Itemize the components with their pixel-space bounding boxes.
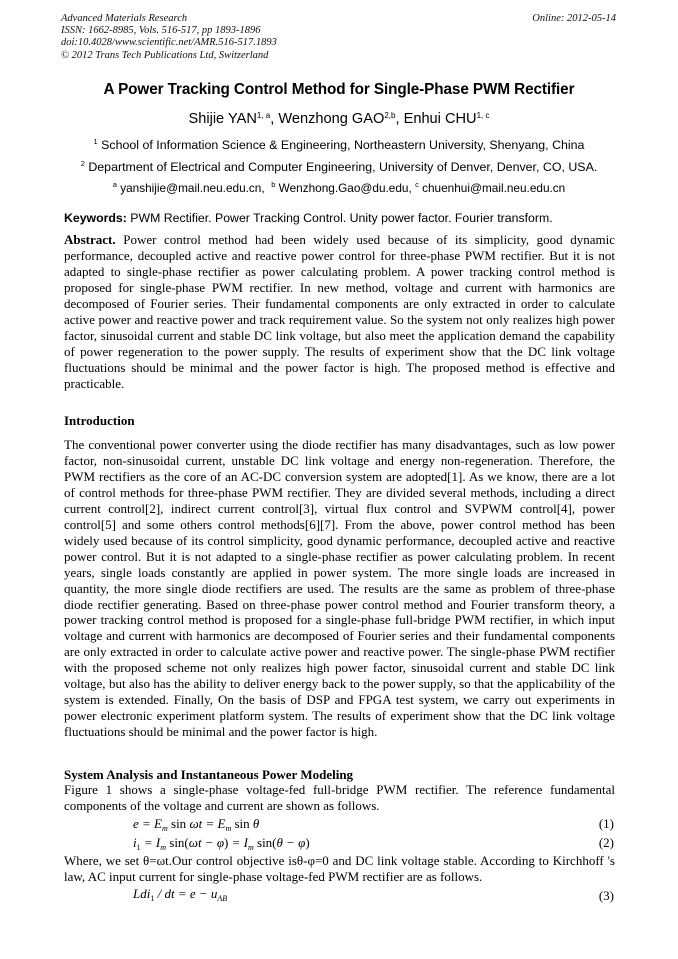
- author-name: Shijie YAN: [188, 111, 257, 127]
- author-name: Wenzhong GAO: [278, 111, 385, 127]
- affiliation-text: Department of Electrical and Computer Engineering, University of Denver, Denver, CO, USA.: [88, 160, 598, 174]
- affiliation-1: [0, 138, 678, 152]
- keywords-text: PWM Rectifier. Power Tracking Control. Unity power factor. Fourier transform.: [130, 211, 553, 225]
- author-list: Shijie YAN$^{1, a}$, Wenzhong GAO$^{2,b}$, Enhui CHU$^{1, c}$: [188, 111, 490, 127]
- equation-2: $i_1 = I_m$ $\sin(\omega t - \varphi) = I_m$ sin(θ − φ): [133, 835, 310, 852]
- affiliation-sup: 1: [93, 137, 98, 146]
- author-sup: 2,b: [384, 111, 396, 120]
- email-link[interactable]: chuenhui@mail.neu.edu.cn: [422, 181, 566, 195]
- abstract-text: Power control method had been widely used because of its simplicity, good dynamic performance, decoupled active and reactive power control for three-phase PWM rectifier. But it is not adapted to single-phase rectifier as power calculating problem. A power tracking control method is proposed for single-phase PWM rectifier. In new method, voltage and current with harmonics are decomposed of Fourier series. Their fundamental components are only extracted in order to calculate active power and reactive power and track requirement value. So the system not only realizes high power factor, sinusoidal current and stable DC link voltage, but also meet the application demand the capability of power regeneration to the power supply. The results of experiment show that the DC link voltage fluctuations should be minimal and the power factor is high. The proposed method is effective and practicable.: [64, 232, 616, 391]
- email-list: [0, 181, 678, 195]
- email-link[interactable]: Wenzhong.Gao@du.edu,: [278, 181, 412, 195]
- online-date: Online: 2012-05-14: [532, 13, 616, 24]
- section2-paragraph-1: Figure 1 shows a single-phase voltage-fed full-bridge PWM rectifier. The reference fundamental components of the voltage and current are shown as follows.: [64, 782, 615, 813]
- email-sup: a: [112, 180, 117, 189]
- author-sup: 1, a: [256, 111, 271, 120]
- equation-1: $e = E_m$ $\sin \omega t = E_m$ sin θ: [133, 816, 260, 833]
- introduction-text: The conventional power converter using the diode rectifier has many disadvantages, such as low power factor, non-sinusoidal current, unstable DC link voltage and energy non-regeneration. Therefore, the PWM rectifiers as the core of an AC-DC conversion system are adopted[1]. As we know, there are a lot of control methods for three-phase PWM rectifier. They are divided several methods, including a direct current control[2], indirect current control[3], virtual flux control and SVPWM control[4], power control[5] and some others control methods[6][7]. From the above, power control method has been widely used because of its control simplicity, good dynamic performance, decoupled active and reactive power control. But it is not adapted to a single-phase rectifier as power calculating problem. In recent years, single loads constantly are applied in power system. The more single loads are increased in quantity, the more single diode rectifiers are used. The results are the same as problem of three-phase diode rectifier generating. Based on three-phase power control method and Fourier transform theory, a power tracking control method is proposed for a single-phase full-bridge PWM rectifier, in which input voltage and current with harmonics are decomposed of Fourier series and their fundamental components are only extracted in order to calculate active power and reactive power. The single-phase PWM rectifier with the proposed scheme not only realizes high power factor, sinusoidal current and stable DC link voltage, but also has the ability to deliver energy back to the power supply, so that the applicability of the system is extended. Finally, On the basis of DSP and FPGA test system, we carry out experiments in power electronic experiment platform system. The results of experiment show that the DC link voltage fluctuations should be minimal and the power factor is high.: [64, 437, 615, 740]
- journal-header: [61, 13, 616, 62]
- affiliation-2: [0, 160, 678, 174]
- equation-number: (3): [598, 888, 614, 903]
- abstract: [64, 232, 615, 392]
- email-sup: c: [415, 180, 419, 189]
- affiliation-sup: 2: [80, 159, 85, 168]
- email-sup: b: [271, 180, 276, 189]
- equation-number: (1): [598, 816, 614, 831]
- affiliation-text: School of Information Science & Engineering, Northeastern University, Shenyang, China: [101, 138, 585, 152]
- keywords-label: Keywords:: [64, 211, 127, 225]
- author-name: Enhui CHU: [403, 111, 477, 127]
- author-sup: 1, c: [476, 111, 490, 120]
- paper-title: A Power Tracking Control Method for Single-Phase PWM Rectifier: [103, 81, 575, 98]
- copyright-line: © 2012 Trans Tech Publications Ltd, Switzerland: [61, 49, 269, 61]
- equation-number: (2): [598, 835, 614, 850]
- doi-line: doi:10.4028/www.scientific.net/AMR.516-517.1893: [61, 37, 277, 49]
- equation-3: Ldi$_1$ / dt = $e - u_{AB}$: [133, 886, 228, 903]
- keywords: [64, 211, 624, 225]
- section2-paragraph-2: Where, we set θ=ωt.Our control objective isθ-φ=0 and DC link voltage stable. According to Kirchhoff 's law, AC input current for single-phase voltage-fed PWM rectifier are as follows.: [64, 853, 615, 884]
- journal-name: Advanced Materials Research: [61, 13, 188, 24]
- section-heading-system-analysis: System Analysis and Instantaneous Power Modeling: [64, 767, 354, 782]
- email-link[interactable]: yanshijie@mail.neu.edu.cn,: [120, 181, 265, 195]
- section-heading-introduction: Introduction: [64, 413, 135, 428]
- abstract-label: Abstract.: [64, 232, 116, 247]
- issn-line: ISSN: 1662-8985, Vols. 516-517, pp 1893-1896: [61, 25, 261, 37]
